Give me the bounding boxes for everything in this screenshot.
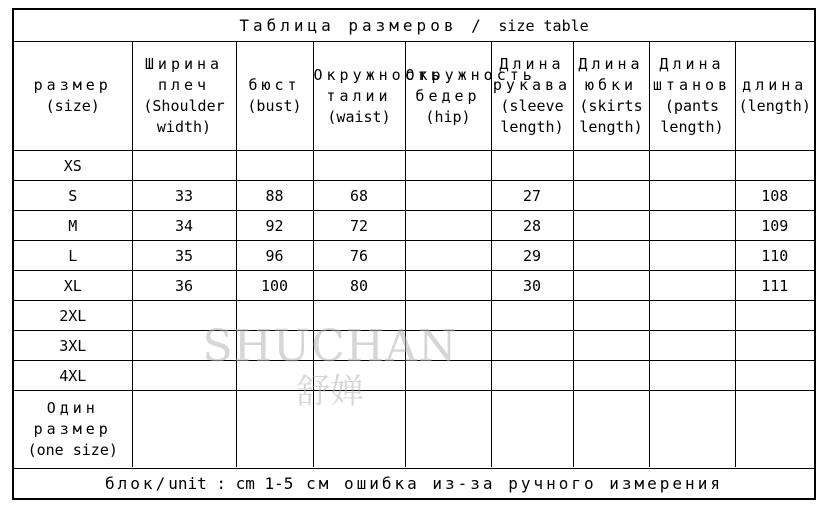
header-ru: Длина рукава xyxy=(492,55,572,94)
table-cell xyxy=(236,331,313,361)
table-cell: 35 xyxy=(132,241,236,271)
header-ru: Окружность бедер xyxy=(405,65,536,105)
table-cell xyxy=(132,301,236,331)
size-table xyxy=(14,42,814,467)
table-cell xyxy=(236,151,313,181)
table-cell xyxy=(735,391,814,468)
table-cell xyxy=(573,361,649,391)
header-en: (size) xyxy=(45,97,100,115)
table-cell: 36 xyxy=(132,271,236,301)
table-cell xyxy=(132,151,236,181)
table-title xyxy=(14,10,814,42)
table-cell: 34 xyxy=(132,211,236,241)
table-cell: 72 xyxy=(313,211,405,241)
table-cell: 29 xyxy=(491,241,573,271)
footer-ru-note: см ошибка из-за ручного измерения xyxy=(293,474,723,493)
header-row xyxy=(14,42,814,151)
table-cell xyxy=(405,211,491,241)
size-label-cell: M xyxy=(14,211,132,241)
table-cell: 111 xyxy=(735,271,814,301)
header-en: (waist) xyxy=(327,107,391,126)
table-cell xyxy=(735,151,814,181)
table-cell xyxy=(649,301,735,331)
table-row xyxy=(14,211,814,241)
watermark-latin: SHUCHAN xyxy=(202,321,458,372)
table-cell: 110 xyxy=(735,241,814,271)
table-cell xyxy=(313,331,405,361)
table-cell xyxy=(491,331,573,361)
table-cell xyxy=(132,331,236,361)
table-row xyxy=(14,361,814,391)
table-cell: 108 xyxy=(735,181,814,211)
table-cell xyxy=(405,301,491,331)
header-ru: длина xyxy=(742,76,808,94)
header-ru: бюст xyxy=(248,76,301,94)
table-cell xyxy=(573,271,649,301)
table-cell: 30 xyxy=(491,271,573,301)
header-en: (length) xyxy=(738,97,811,115)
header-en: (Shoulder width) xyxy=(143,97,225,136)
table-cell xyxy=(649,331,735,361)
title-separator: / xyxy=(457,16,499,35)
header-en: (bust) xyxy=(247,97,302,115)
table-cell xyxy=(405,271,491,301)
size-label-cell: S xyxy=(14,181,132,211)
table-cell xyxy=(649,151,735,181)
table-cell xyxy=(649,181,735,211)
size-label-cell: 3XL xyxy=(14,331,132,361)
table-cell: 88 xyxy=(236,181,313,211)
one-size-label-cell xyxy=(14,391,132,468)
table-cell xyxy=(735,331,814,361)
table-cell xyxy=(573,301,649,331)
table-cell xyxy=(405,241,491,271)
table-cell xyxy=(132,391,236,468)
table-cell xyxy=(313,391,405,468)
table-cell xyxy=(573,391,649,468)
header-en: (sleeve length) xyxy=(500,97,564,136)
table-cell xyxy=(405,151,491,181)
table-cell xyxy=(573,181,649,211)
header-cell xyxy=(649,42,735,151)
header-ru: Длина юбки xyxy=(578,55,644,94)
size-table-sheet xyxy=(12,8,816,500)
table-cell: 33 xyxy=(132,181,236,211)
table-cell: 92 xyxy=(236,211,313,241)
table-cell xyxy=(491,301,573,331)
size-label-cell: 4XL xyxy=(14,361,132,391)
footer-ru-unit: блок/ xyxy=(105,474,169,493)
table-cell xyxy=(649,271,735,301)
table-cell: 100 xyxy=(236,271,313,301)
table-cell xyxy=(236,391,313,468)
header-ru: Длина штанов xyxy=(652,55,732,94)
table-cell: 27 xyxy=(491,181,573,211)
one-size-en: (one size) xyxy=(27,440,118,459)
table-cell xyxy=(649,211,735,241)
table-cell: 76 xyxy=(313,241,405,271)
header-ru: Окружность талии xyxy=(313,65,444,105)
table-cell xyxy=(405,391,491,468)
size-label-cell: XL xyxy=(14,271,132,301)
header-cell xyxy=(14,42,132,151)
table-cell xyxy=(491,151,573,181)
table-cell: 28 xyxy=(491,211,573,241)
table-cell xyxy=(573,331,649,361)
table-cell xyxy=(573,211,649,241)
table-cell xyxy=(313,151,405,181)
table-cell xyxy=(405,361,491,391)
size-label-cell: XS xyxy=(14,151,132,181)
table-row xyxy=(14,301,814,331)
header-cell xyxy=(735,42,814,151)
table-cell xyxy=(236,361,313,391)
header-cell xyxy=(132,42,236,151)
footer-note xyxy=(14,468,814,498)
table-cell xyxy=(735,361,814,391)
table-cell xyxy=(573,241,649,271)
table-cell xyxy=(313,301,405,331)
table-cell xyxy=(405,331,491,361)
table-cell xyxy=(649,391,735,468)
header-cell xyxy=(236,42,313,151)
table-cell xyxy=(405,181,491,211)
header-ru: размер xyxy=(33,76,112,94)
header-en: (hip) xyxy=(425,107,471,126)
header-ru: Ширина плеч xyxy=(144,55,224,94)
table-cell xyxy=(491,361,573,391)
one-size-row xyxy=(14,391,814,468)
title-en: size table xyxy=(498,17,589,35)
table-cell xyxy=(649,241,735,271)
table-row xyxy=(14,151,814,181)
watermark-cjk: 舒婵 xyxy=(296,372,364,412)
table-row xyxy=(14,241,814,271)
table-cell xyxy=(573,151,649,181)
table-cell xyxy=(132,361,236,391)
table-cell: 109 xyxy=(735,211,814,241)
size-label-cell: 2XL xyxy=(14,301,132,331)
table-cell: 80 xyxy=(313,271,405,301)
header-en: (skirts length) xyxy=(579,97,643,136)
table-cell xyxy=(313,361,405,391)
title-ru: Таблица размеров xyxy=(239,16,458,35)
size-label-cell: L xyxy=(14,241,132,271)
table-cell xyxy=(649,361,735,391)
footer-en-unit: unit : cm 1-5 xyxy=(168,474,294,493)
header-cell xyxy=(313,42,444,151)
table-cell: 68 xyxy=(313,181,405,211)
table-cell xyxy=(236,301,313,331)
table-cell: 96 xyxy=(236,241,313,271)
table-row xyxy=(14,271,814,301)
header-en: (pants length) xyxy=(660,97,724,136)
one-size-ru: Один размер xyxy=(33,398,112,438)
table-cell xyxy=(491,391,573,468)
table-cell xyxy=(735,301,814,331)
header-cell xyxy=(491,42,573,151)
table-row xyxy=(14,331,814,361)
header-cell xyxy=(573,42,649,151)
table-row xyxy=(14,181,814,211)
